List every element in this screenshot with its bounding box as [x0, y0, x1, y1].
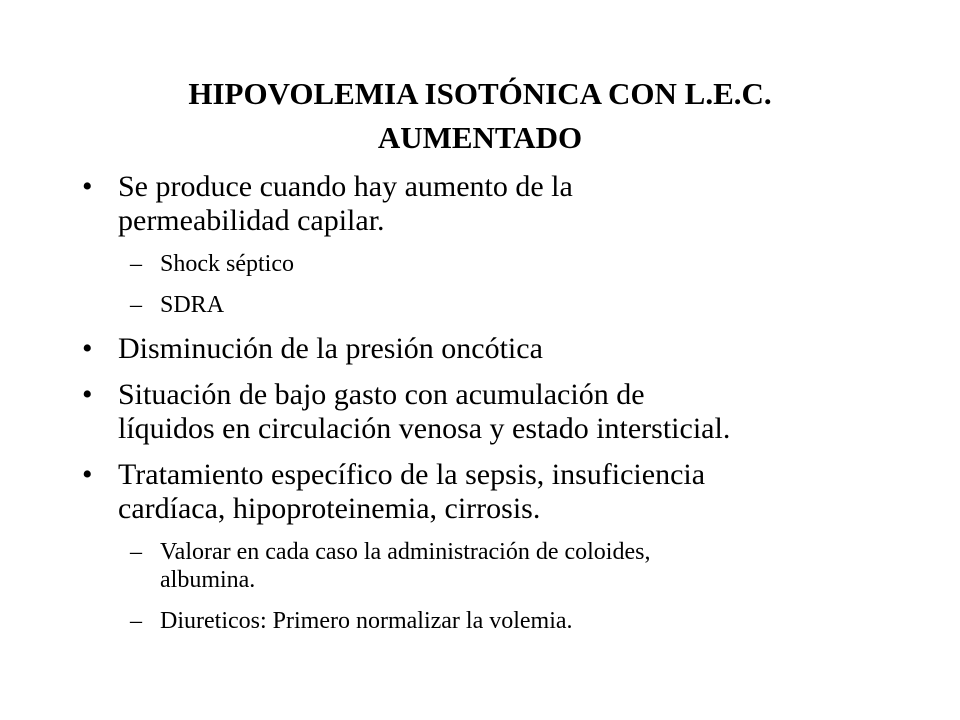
sub-item-diuretics	[78, 607, 898, 635]
bullet-marker: •	[82, 170, 93, 203]
sub-item-sdra	[78, 291, 898, 319]
sub-marker: –	[130, 539, 142, 565]
bullet-item-treatment	[78, 458, 898, 526]
sub-item-text: Shock séptico	[160, 251, 294, 277]
bullet-marker: •	[82, 458, 93, 491]
bullet-item-permeability	[78, 170, 898, 238]
bullet-text: Disminución de la presión oncótica	[118, 332, 543, 365]
bullet-text-line-2: permeabilidad capilar.	[118, 204, 385, 237]
bullet-list	[78, 170, 898, 648]
bullet-text-line-2: cardíaca, hipoproteinemia, cirrosis.	[118, 492, 541, 525]
bullet-item-low-output	[78, 378, 898, 446]
sub-marker: –	[130, 251, 142, 277]
bullet-marker: •	[82, 332, 93, 365]
sub-item-text: SDRA	[160, 292, 225, 318]
slide-title-line-1: HIPOVOLEMIA ISOTÓNICA CON L.E.C.	[188, 76, 772, 111]
bullet-marker: •	[82, 378, 93, 411]
sub-item-colloids	[78, 538, 898, 594]
bullet-text-line-1: Se produce cuando hay aumento de la	[118, 170, 573, 203]
sub-marker: –	[130, 292, 142, 318]
sub-item-text: Diureticos: Primero normalizar la volemia.	[160, 608, 573, 634]
bullet-item-oncotic-pressure	[78, 332, 898, 366]
slide-title-line-2: AUMENTADO	[377, 120, 583, 155]
bullet-text-line-1: Tratamiento específico de la sepsis, insuficiencia	[118, 458, 706, 491]
sub-item-text-line-2: albumina.	[160, 567, 256, 593]
bullet-text-line-2: líquidos en circulación venosa y estado intersticial.	[118, 412, 731, 445]
bullet-text-line-1: Situación de bajo gasto con acumulación de	[118, 378, 645, 411]
sub-marker: –	[130, 608, 142, 634]
sub-item-text-line-1: Valorar en cada caso la administración de coloides,	[160, 539, 651, 565]
slide-title	[80, 72, 880, 160]
sub-item-shock-septico	[78, 250, 898, 278]
